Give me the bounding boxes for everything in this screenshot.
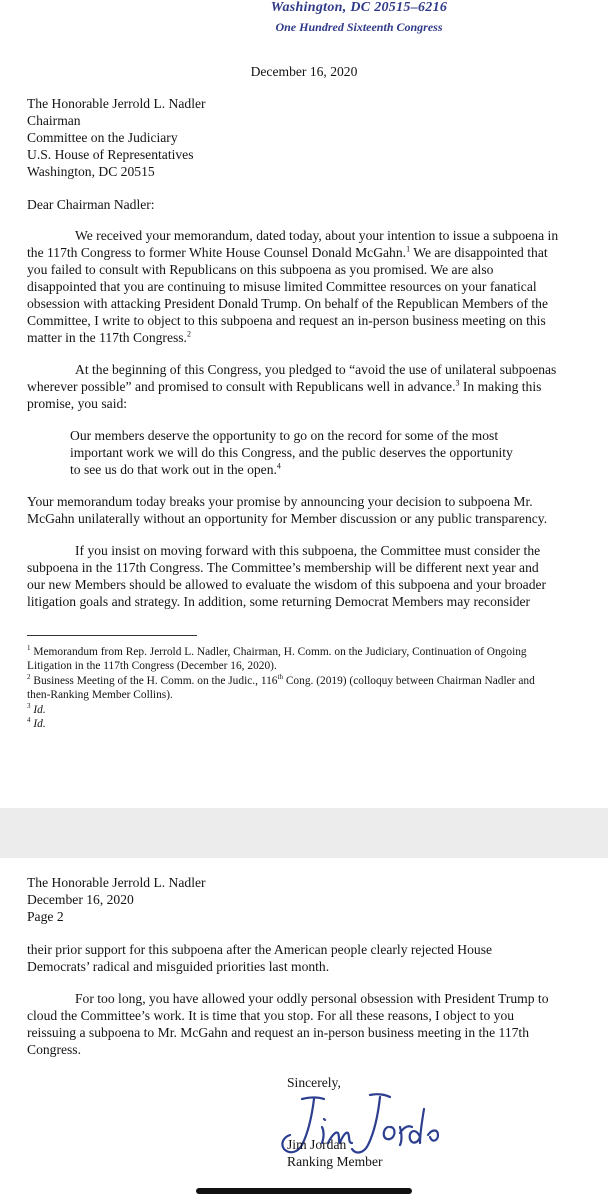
page2-header-line: The Honorable Jerrold L. Nadler [27,875,206,890]
quote-line: important work we will do this Congress, and the public deserves the opportunity [70,445,513,460]
paragraph-line: If you insist on moving forward with this subpoena, the Committee must consider the [75,543,541,558]
paragraph-line: subpoena in the 117th Congress. The Committee’s membership will be different next year and [27,560,539,575]
address-line: Chairman [27,113,81,128]
letterhead-address: Washington, DC 20515–6216 [270,0,448,15]
footnote-divider [27,635,197,636]
page2-header-line: December 16, 2020 [27,892,134,907]
paragraph-text: the 117th Congress to former White House Counsel Donald McGahn. [27,245,407,260]
closing: Sincerely, [287,1075,341,1090]
signer-name: Jim Jordan [287,1137,347,1152]
quote-text: to see us do that work out in the open. [70,462,277,477]
footnote-text: Memorandum from Rep. Jerrold L. Nadler, Chairman, H. Comm. on the Judiciary, Continuation of Ongoing [33,646,527,658]
paragraph-line: Congress. [27,1042,81,1057]
paragraph-line: We received your memorandum, dated today, about your intention to issue a subpoena in [75,228,559,243]
footnote-number: 2 [27,673,31,682]
footnote-text: Cong. (2019) (colloquy between Chairman Nadler and [285,675,535,687]
footnote-text: Business Meeting of the H. Comm. on the Judic., 116 [33,675,278,687]
paragraph-line: disappointed that you are continuing to misuse limited Committee resources on your fanatical [27,279,537,294]
paragraph-line: you failed to consult with Republicans on this subpoena as you promised. We are also [27,262,494,277]
paragraph-line: reissuing a subpoena to Mr. McGahn and request an in-person business meeting in the 117th [27,1025,529,1040]
salutation: Dear Chairman Nadler: [27,197,155,212]
paragraph-line: At the beginning of this Congress, you pledged to “avoid the use of unilateral subpoenas [75,362,557,377]
paragraph-text: We are disappointed that [413,245,548,260]
page2-header-line: Page 2 [27,909,64,924]
paragraph-line [27,378,541,395]
footnote-1-cont: Litigation in the 117th Congress (December 16, 2020). [27,660,277,672]
address-line: The Honorable Jerrold L. Nadler [27,96,206,111]
footnote-ref: 4 [276,461,281,471]
footnote-2-cont: then-Ranking Member Collins). [27,689,173,701]
footnote-4 [27,717,46,731]
paragraph-line: obsession with attacking President Donald Trump. On behalf of the Republican Members of the [27,296,549,311]
paragraph-line: litigation goals and strategy. In addition, some returning Democrat Members may reconsider [27,594,531,609]
quote-line [70,461,281,478]
paragraph-line: Committee, I write to object to this subpoena and request an in-person business meeting on this [27,313,546,328]
footnote-3 [27,703,46,717]
paragraph-line [27,244,548,261]
paragraph-line: promise, you said: [27,396,128,411]
footnote-number: 1 [27,644,31,653]
paragraph-line: their prior support for this subpoena after the American people clearly rejected House [27,942,493,957]
page-break [0,808,608,858]
address-line: U.S. House of Representatives [27,147,194,162]
footnote-text: Id. [33,718,46,730]
paragraph-text: In making this [462,379,542,394]
paragraph-line: Your memorandum today breaks your promise by announcing your decision to subpoena Mr. [27,494,533,509]
footnote-1 [27,645,527,659]
footnote-ref: 1 [406,244,411,254]
signer-title: Ranking Member [287,1154,383,1169]
footnote-number: 4 [27,716,31,725]
paragraph-text: wherever possible” and promised to consult with Republicans well in advance. [27,379,456,394]
paragraph-line: McGahn unilaterally without an opportunity for Member discussion or any public transparency. [27,511,548,526]
paragraph-line: For too long, you have allowed your oddly personal obsession with President Trump to [75,991,549,1006]
letterhead-congress: One Hundred Sixteenth Congress [275,20,443,34]
paragraph-text: matter in the 117th Congress. [27,330,187,345]
footnote-text: th [277,673,283,682]
paragraph-line: our new Members should be allowed to evaluate the wisdom of this subpoena and your broader [27,577,547,592]
paragraph-line: cloud the Committee’s work. It is time that you stop. For all these reasons, I object to you [27,1008,515,1023]
home-indicator[interactable] [196,1188,412,1194]
footnote-number: 3 [27,702,31,711]
address-line: Committee on the Judiciary [27,130,178,145]
letter-date: December 16, 2020 [250,64,358,79]
footnote-ref: 2 [186,329,191,339]
footnote-ref: 3 [455,378,460,388]
address-line: Washington, DC 20515 [27,164,155,179]
quote-line: Our members deserve the opportunity to go on the record for some of the most [70,428,499,443]
paragraph-line: Democrats’ radical and misguided priorities last month. [27,959,330,974]
paragraph-line [27,329,191,346]
footnote-text: Id. [33,704,46,716]
footnote-2 [27,674,535,688]
